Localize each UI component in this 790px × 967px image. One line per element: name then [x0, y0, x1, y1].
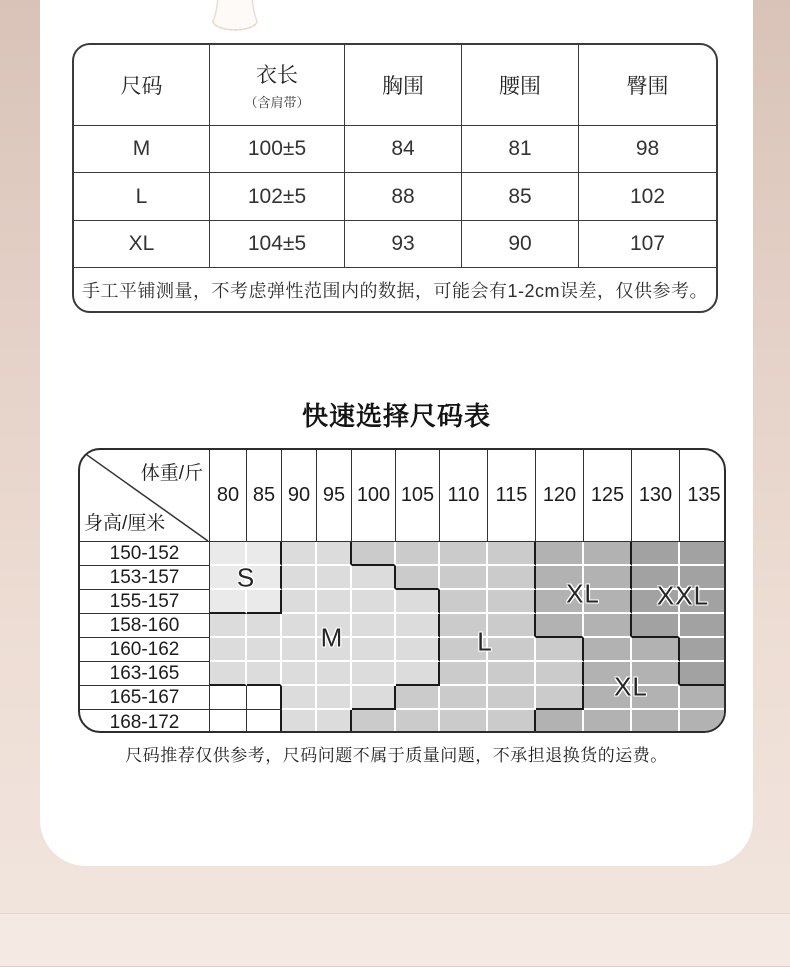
header-label: 衣长: [256, 64, 298, 87]
height-row-label: 158-160: [80, 614, 210, 638]
decorative-cone-graphic: [210, 0, 260, 32]
matrix-size-cell: [352, 590, 396, 614]
matrix-size-cell: [536, 542, 584, 566]
size-table-cell: 98: [579, 126, 716, 173]
header-sublabel: （含肩带）: [244, 95, 310, 110]
matrix-size-cell: [210, 662, 247, 686]
size-table-cell: 104±5: [210, 221, 345, 268]
matrix-size-cell: [680, 638, 726, 662]
size-region-label: XL: [614, 671, 648, 702]
matrix-size-cell: [488, 566, 536, 590]
matrix-size-cell: [680, 686, 726, 710]
matrix-size-cell: [584, 542, 632, 566]
matrix-size-cell: [440, 686, 488, 710]
matrix-size-cell: [396, 590, 440, 614]
size-row-label: M: [74, 126, 210, 173]
weight-header-cell: 115: [488, 450, 536, 542]
size-row-label: L: [74, 173, 210, 221]
size-region-label: S: [236, 562, 256, 593]
weight-header-cell: 90: [282, 450, 317, 542]
size-table-cell: 102±5: [210, 173, 345, 221]
matrix-size-cell: [680, 710, 726, 733]
matrix-size-cell: [317, 686, 352, 710]
matrix-size-cell: [396, 662, 440, 686]
matrix-size-cell: [396, 614, 440, 638]
matrix-size-cell: [282, 638, 317, 662]
matrix-size-cell: [210, 614, 247, 638]
height-row-label: 168-172: [80, 710, 210, 733]
matrix-size-cell: [396, 542, 440, 566]
matrix-size-cell: [352, 662, 396, 686]
matrix-size-cell: [317, 542, 352, 566]
matrix-size-cell: [247, 614, 282, 638]
matrix-size-cell: [317, 590, 352, 614]
height-row-label: 160-162: [80, 638, 210, 662]
size-table-header-cell: [579, 45, 716, 126]
matrix-size-cell: [396, 638, 440, 662]
matrix-size-cell: [536, 662, 584, 686]
header-label: 胸围: [382, 75, 424, 98]
weight-header-cell: 130: [632, 450, 680, 542]
size-region-label: XXL: [656, 580, 710, 611]
quick-select-size-matrix: [78, 448, 726, 733]
matrix-size-cell: [632, 710, 680, 733]
matrix-size-cell: [247, 638, 282, 662]
matrix-size-cell: [247, 710, 282, 733]
matrix-size-cell: [396, 566, 440, 590]
matrix-size-cell: [680, 614, 726, 638]
size-region-label: XL: [566, 578, 600, 609]
height-row-label: 163-165: [80, 662, 210, 686]
matrix-size-cell: [210, 686, 247, 710]
matrix-size-cell: [632, 638, 680, 662]
matrix-size-cell: [247, 686, 282, 710]
header-label: 尺码: [120, 75, 163, 98]
matrix-size-cell: [536, 710, 584, 733]
matrix-size-cell: [488, 638, 536, 662]
matrix-size-cell: [440, 566, 488, 590]
height-row-label: 150-152: [80, 542, 210, 566]
matrix-size-cell: [282, 662, 317, 686]
matrix-size-cell: [282, 710, 317, 733]
matrix-size-cell: [584, 710, 632, 733]
matrix-size-cell: [488, 662, 536, 686]
matrix-size-cell: [584, 638, 632, 662]
size-measurement-table: [72, 43, 718, 313]
matrix-size-cell: [282, 686, 317, 710]
weight-header-cell: 135: [680, 450, 726, 542]
corner-weight-label: 体重/斤: [140, 463, 203, 484]
size-table-header-cell: [345, 45, 462, 126]
matrix-size-cell: [352, 542, 396, 566]
matrix-size-cell: [352, 566, 396, 590]
height-row-label: 165-167: [80, 686, 210, 710]
size-table-cell: 84: [345, 126, 462, 173]
matrix-size-cell: [488, 590, 536, 614]
size-region-label: M: [320, 622, 344, 653]
matrix-size-cell: [317, 662, 352, 686]
size-table-header-cell: [462, 45, 579, 126]
size-table-header-cell: [210, 45, 345, 126]
weight-header-cell: 105: [396, 450, 440, 542]
size-table-cell: 81: [462, 126, 579, 173]
matrix-size-cell: [536, 614, 584, 638]
matrix-size-cell: [488, 686, 536, 710]
matrix-size-cell: [440, 710, 488, 733]
matrix-size-cell: [352, 638, 396, 662]
matrix-size-cell: [488, 710, 536, 733]
weight-header-cell: 120: [536, 450, 584, 542]
height-row-label: 153-157: [80, 566, 210, 590]
weight-header-cell: 95: [317, 450, 352, 542]
matrix-size-cell: [247, 662, 282, 686]
matrix-size-cell: [210, 638, 247, 662]
size-table-cell: 85: [462, 173, 579, 221]
matrix-size-cell: [282, 614, 317, 638]
next-section-band: [0, 913, 790, 967]
matrix-size-cell: [282, 590, 317, 614]
matrix-corner-cell: [80, 450, 210, 542]
size-table-cell: 90: [462, 221, 579, 268]
matrix-size-cell: [440, 542, 488, 566]
size-table-cell: 102: [579, 173, 716, 221]
corner-height-label: 身高/厘米: [84, 513, 166, 534]
matrix-size-cell: [440, 590, 488, 614]
measurement-note: 手工平铺测量，不考虑弹性范围内的数据，可能会有1-2cm误差，仅供参考。: [81, 280, 708, 301]
weight-header-cell: 85: [247, 450, 282, 542]
matrix-size-cell: [632, 542, 680, 566]
quick-select-title: 快速选择尺码表: [301, 401, 491, 431]
matrix-size-cell: [210, 710, 247, 733]
size-row-label: XL: [74, 221, 210, 268]
weight-header-cell: 100: [352, 450, 396, 542]
height-row-label: 155-157: [80, 590, 210, 614]
size-recommendation-note: 尺码推荐仅供参考，尺码问题不属于质量问题，不承担退换货的运费。: [125, 746, 668, 765]
matrix-size-cell: [210, 590, 247, 614]
matrix-size-cell: [396, 710, 440, 733]
matrix-size-cell: [680, 662, 726, 686]
matrix-size-cell: [488, 614, 536, 638]
matrix-size-cell: [488, 542, 536, 566]
matrix-size-cell: [317, 710, 352, 733]
weight-header-cell: 110: [440, 450, 488, 542]
matrix-size-cell: [440, 662, 488, 686]
header-label: 腰围: [499, 75, 541, 98]
matrix-size-cell: [317, 566, 352, 590]
weight-header-cell: 80: [210, 450, 247, 542]
size-table-header-cell: [74, 45, 210, 126]
content-card: [40, 0, 753, 866]
matrix-size-cell: [536, 686, 584, 710]
matrix-size-cell: [282, 566, 317, 590]
size-table-cell: 88: [345, 173, 462, 221]
matrix-size-cell: [282, 542, 317, 566]
weight-header-cell: 125: [584, 450, 632, 542]
header-label: 臀围: [626, 75, 669, 98]
size-region-label: L: [477, 626, 493, 657]
matrix-size-cell: [632, 614, 680, 638]
size-table-cell: 93: [345, 221, 462, 268]
size-table-cell: 107: [579, 221, 716, 268]
matrix-size-cell: [352, 710, 396, 733]
matrix-size-cell: [584, 614, 632, 638]
matrix-size-cell: [352, 614, 396, 638]
matrix-size-cell: [680, 542, 726, 566]
matrix-size-cell: [536, 638, 584, 662]
matrix-size-cell: [352, 686, 396, 710]
matrix-size-cell: [247, 590, 282, 614]
size-table-cell: 100±5: [210, 126, 345, 173]
matrix-size-cell: [396, 686, 440, 710]
